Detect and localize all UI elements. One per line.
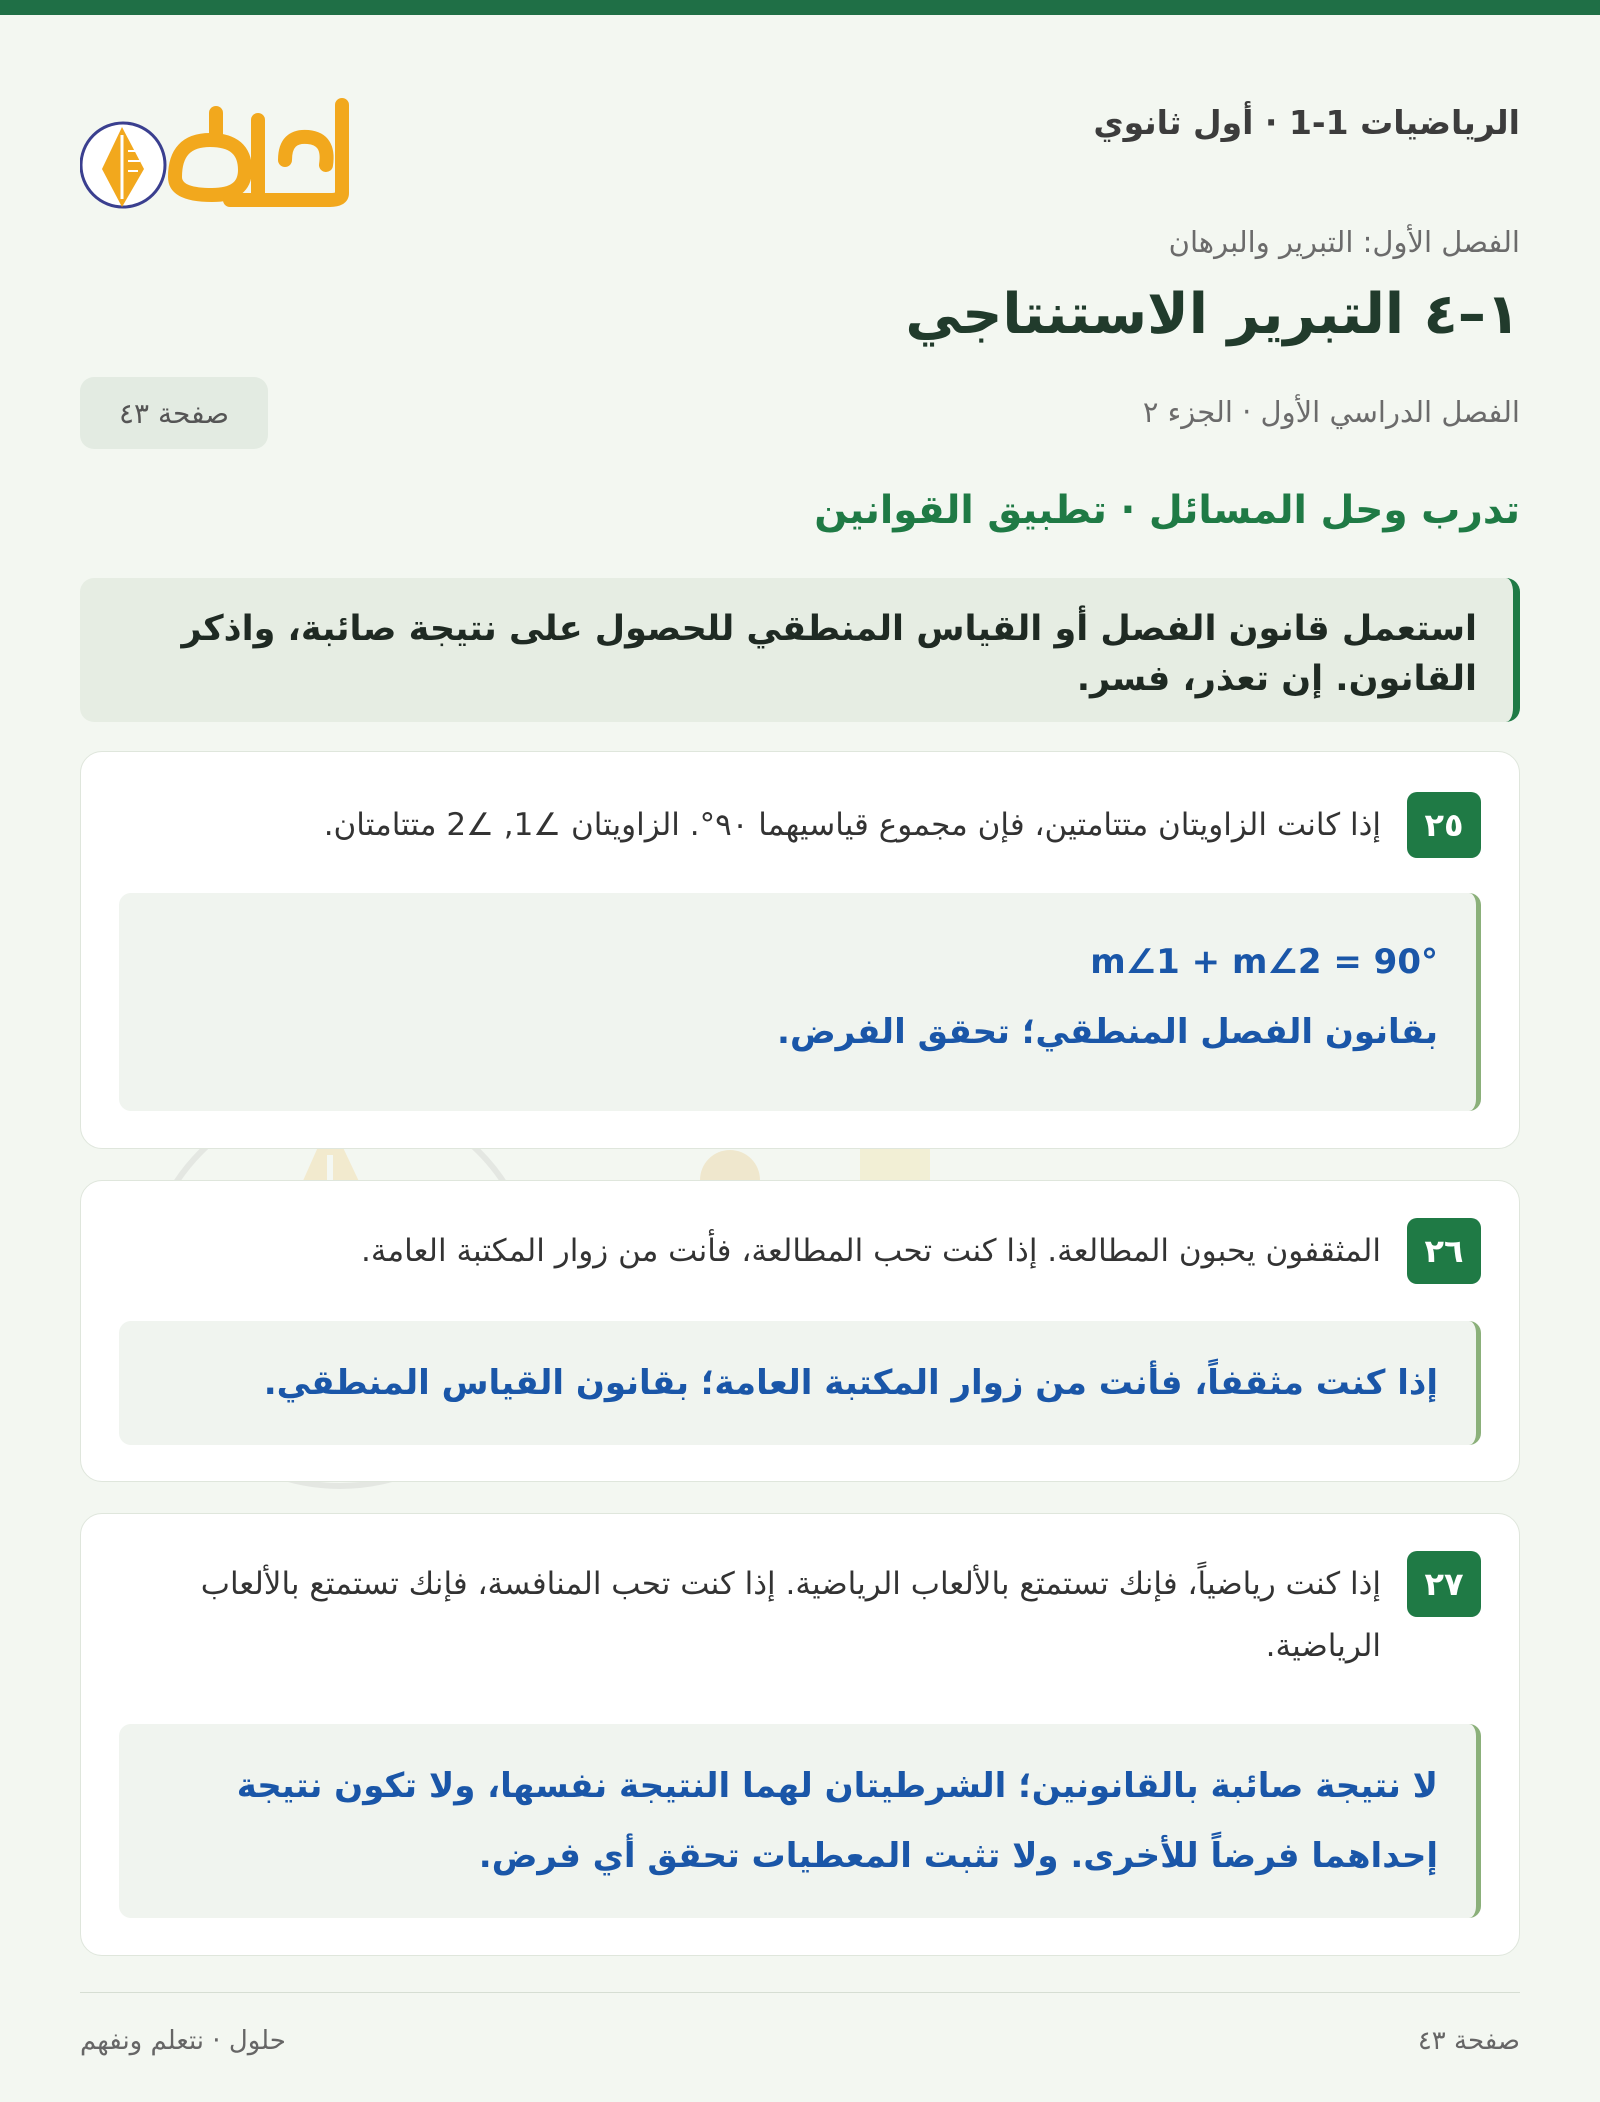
footer-page-number: صفحة ٤٣ (1417, 2026, 1520, 2056)
problem-question: المثقفون يحبون المطالعة. إذا كنت تحب المطالعة، فأنت من زوار المكتبة العامة. (361, 1233, 1381, 1269)
halool-logo (80, 65, 380, 215)
problem-number-badge: ٢٧ (1407, 1551, 1481, 1617)
problem-question: إذا كانت الزاويتان متتامتين، فإن مجموع قياسيهما ٩٠°. الزاويتان ∠1, ∠2 متتامتان. (323, 807, 1381, 843)
footer-divider (80, 1992, 1520, 1993)
problem-card-25 (80, 751, 1520, 1149)
answer-box (119, 893, 1481, 1111)
page-number-badge: صفحة ٤٣ (80, 377, 268, 449)
answer-text: بقانون الفصل المنطقي؛ تحقق الفرض. (777, 1012, 1438, 1052)
page-header (80, 95, 1520, 205)
problem-number-badge: ٢٦ (1407, 1218, 1481, 1284)
course-title: الرياضيات 1-1 · أول ثانوي (1093, 103, 1520, 142)
footer-brand: حلول · نتعلم ونفهم (80, 2026, 286, 2056)
problem-card-26 (80, 1180, 1520, 1482)
answer-math: m∠1 + m∠2 = 90° (1090, 942, 1438, 982)
problem-card-27 (80, 1513, 1520, 1956)
page-content (80, 0, 1520, 2102)
chapter-label: الفصل الأول: التبرير والبرهان (1168, 225, 1520, 259)
section-title: تدرب وحل المسائل · تطبيق القوانين (814, 488, 1520, 533)
answer-box (119, 1321, 1481, 1445)
problem-question: إذا كنت رياضياً، فإنك تستمتع بالألعاب الرياضية. إذا كنت تحب المنافسة، فإنك تستمتع بالألعاب الرياضية. (200, 1566, 1381, 1664)
problem-number-badge: ٢٥ (1407, 792, 1481, 858)
term-label: الفصل الدراسي الأول · الجزء ٢ (1142, 395, 1520, 429)
lesson-title: ١–٤ التبرير الاستنتاجي (905, 282, 1520, 347)
answer-text: إذا كنت مثقفاً، فأنت من زوار المكتبة العامة؛ بقانون القياس المنطقي. (263, 1363, 1438, 1403)
answer-text: لا نتيجة صائبة بالقانونين؛ الشرطيتان لهما النتيجة نفسها، ولا تكون نتيجة إحداهما فرضاً للأخرى. ولا تثبت المعطيات تحقق أي فرض. (236, 1766, 1438, 1876)
answer-box (119, 1724, 1481, 1918)
instruction-box: استعمل قانون الفصل أو القياس المنطقي للحصول على نتيجة صائبة، واذكر القانون. إن تعذر، فسر. (80, 578, 1520, 722)
